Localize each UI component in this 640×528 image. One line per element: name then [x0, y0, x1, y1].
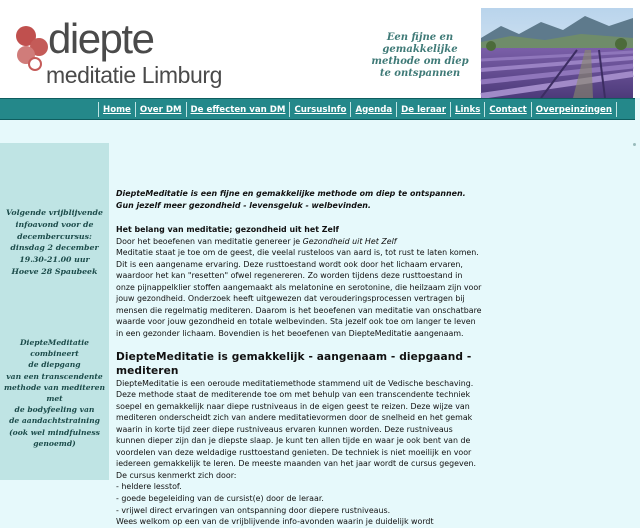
- section-meditation: [116, 378, 482, 528]
- sidebar-line: 19.30-21.00 uur: [19, 255, 90, 265]
- list-item: - vrijwel direct ervaringen van ontspanning door diepere rustniveaus.: [116, 505, 391, 515]
- section-heading-main: DiepteMeditatie is gemakkelijk - aangenaam - diepgaand - mediteren: [116, 350, 472, 377]
- nav-links[interactable]: [451, 102, 485, 117]
- sidebar-event-info: [0, 207, 109, 278]
- nav-de-leraar[interactable]: [397, 102, 451, 117]
- sidebar-line: van een transcendente: [6, 371, 103, 381]
- sidebar-about-text: [0, 337, 109, 449]
- nav-overpeinzingen[interactable]: [532, 102, 617, 117]
- sidebar-line: de aandachtstraining: [9, 416, 100, 426]
- section-paragraph: DiepteMeditatie is een oeroude meditatiemethode stammend uit de Vedische beschaving. Deze methode staat de mediterende toe om met behulp van een transcendente techniek soepel en gemakkelijk naar diepe rustniveaus in de eigen geest te reizen. Deze wijze van mediteren onderscheidt zich van andere meditatievormen door de snelheid en het gemak waarin in korte tijd zeer diepe rustniveaus ervaren kunnen worden. Deze rustniveaus kunnen dieper zijn dan je diepste slaap. Je kunt ten allen tijde en waar je ook bent van de voordelen van deze weldadige rusttoestand genieten. De techniek is niet moeilijk en voor iedereen gemakkelijk te leren. De meeste maanden van het jaar wordt de cursus gegeven. De cursus kenmerkt zich door:: [116, 378, 477, 480]
- nav-link[interactable]: Agenda: [355, 104, 393, 115]
- nav-list: [98, 102, 617, 117]
- site-header: [0, 0, 640, 98]
- sidebar-line: Volgende vrijblijvende: [6, 208, 103, 217]
- main-navigation: [0, 98, 635, 120]
- sidebar-line: de diepgang: [28, 360, 81, 370]
- nav-home[interactable]: [98, 102, 136, 117]
- nav-link[interactable]: CursusInfo: [294, 104, 347, 115]
- site-logo[interactable]: [10, 15, 260, 90]
- tagline-line: gemakkelijke: [382, 44, 458, 55]
- section-paragraph: Meditatie staat je toe om de geest, die veelal rusteloos van aard is, tot rust te laten komen. Dit is een aangename ervaring. Deze rusttoestand wordt ook door het lichaam ervaren, waardoor het kan "resetten" ofwel regenereren. Zo worden tijdens deze rusttoestand in onze pijnappelklier stoffen aangemaakt als melatonine en serotonine, die heilzaam zijn voor jouw gezondheid. Onderzoek heeft uitgewezen dat verouderingsprocessen vertragen bij mensen die regelmatig mediteren. Daarom is het beoefenen van meditatie van onschatbare waarde voor jouw gezondheid en totale welbevinden. Sta jezelf ook toe om langer te leven in een gezonder lichaam. Bovendien is het beoefenen van DiepteMeditatie aangenaam.: [116, 248, 482, 339]
- section-lead-emphasis: Gezondheid uit Het Zelf: [302, 236, 397, 246]
- tagline: [360, 32, 480, 80]
- nav-link[interactable]: Links: [454, 104, 481, 115]
- tagline-line: Een fijne en: [386, 32, 454, 43]
- lavender-field-image: [481, 8, 633, 98]
- logo-title: diepte: [48, 15, 154, 62]
- sidebar-line: decembercursus:: [17, 231, 92, 241]
- sidebar-line: combineert: [30, 349, 79, 359]
- intro-line: DiepteMeditatie is een fijne en gemakkelijke methode om diep te ontspannen.: [116, 189, 466, 198]
- sidebar-line: met: [46, 394, 63, 404]
- section-health: [116, 224, 482, 339]
- nav-effecten[interactable]: [187, 102, 291, 117]
- tagline-line: te ontspannen: [379, 68, 461, 79]
- list-item: - goede begeleiding van de cursist(e) door de leraar.: [116, 494, 324, 504]
- logo-subtitle: meditatie Limburg: [46, 62, 223, 88]
- nav-agenda[interactable]: [351, 102, 397, 117]
- nav-over-dm[interactable]: [136, 102, 187, 117]
- nav-link[interactable]: Over DM: [139, 104, 182, 115]
- section-heading: Het belang van meditatie; gezondheid uit het Zelf: [116, 225, 339, 235]
- nav-link[interactable]: Contact: [489, 104, 527, 115]
- list-item: - heldere lesstof.: [116, 482, 182, 492]
- sidebar: [0, 143, 109, 480]
- sidebar-line: dinsdag 2 december: [10, 243, 99, 253]
- sidebar-line: infoavond voor de: [15, 219, 94, 229]
- intro-line: Gun jezelf meer gezondheid - levensgeluk - welbevinden.: [116, 200, 371, 210]
- nav-link[interactable]: Overpeinzingen: [535, 104, 612, 115]
- sidebar-line: (ook wel mindfulness: [9, 427, 100, 437]
- sidebar-line: Hoeve 28 Spaubeek: [11, 266, 98, 276]
- sidebar-line: methode van mediteren: [4, 382, 105, 392]
- nav-cursusinfo[interactable]: [290, 102, 351, 117]
- section-lead-text: Door het beoefenen van meditatie genereer je: [116, 236, 303, 246]
- main-content: [116, 188, 482, 528]
- scrollbar-marker[interactable]: [633, 143, 636, 146]
- closing-text: Wees welkom op een van de vrijblijvende info-avonden waarin je duidelijk wordt: [116, 517, 434, 527]
- sidebar-line: de bodyfeeling van: [14, 405, 95, 415]
- tagline-line: methode om diep: [371, 56, 469, 67]
- sidebar-line: DiepteMeditatie: [19, 338, 90, 347]
- nav-contact[interactable]: [485, 102, 531, 117]
- nav-link[interactable]: De leraar: [401, 104, 446, 115]
- nav-link[interactable]: De effecten van DM: [190, 104, 286, 115]
- nav-link[interactable]: Home: [103, 104, 131, 115]
- section-lead: [116, 236, 482, 248]
- sidebar-line: genoemd): [33, 438, 76, 448]
- intro-text: [116, 188, 482, 211]
